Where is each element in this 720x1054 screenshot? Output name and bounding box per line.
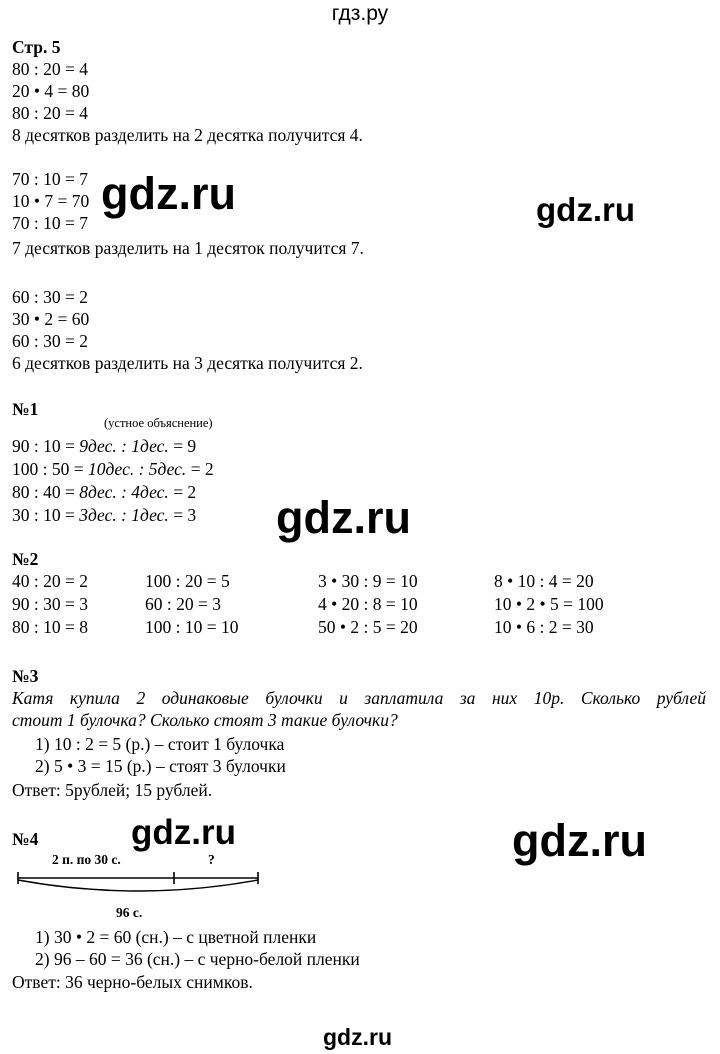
explanation-text: 7 десятков разделить на 1 десяток получится 7. bbox=[12, 238, 364, 258]
equation: 80 : 10 = 8 bbox=[12, 617, 88, 637]
task-1-row: 90 : 10 = 9дес. : 1дес. = 9 bbox=[12, 436, 197, 456]
task-4-answer: Ответ: 36 черно-белых снимков. bbox=[12, 972, 253, 992]
equation: 80 : 20 = 4 bbox=[12, 103, 88, 123]
equation: 70 : 10 = 7 bbox=[12, 169, 88, 189]
equation: 10 • 2 • 5 = 100 bbox=[494, 594, 604, 614]
task-2-column bbox=[494, 570, 604, 639]
equation: 60 : 20 = 3 bbox=[145, 594, 221, 614]
segment-diagram bbox=[16, 868, 262, 904]
watermark: gdz.ru bbox=[101, 168, 236, 219]
task-1-row: 80 : 40 = 8дес. : 4дес. = 2 bbox=[12, 482, 197, 502]
page-label: Стр. 5 bbox=[12, 37, 61, 57]
task-3-problem: Катя купила 2 одинаковые булочки и заплатила за них 10р. Сколько рублей bbox=[12, 688, 706, 708]
task-1-label: №1 bbox=[12, 399, 39, 419]
equation: 10 • 7 = 70 bbox=[12, 191, 90, 211]
task-1-note: (устное объяснение) bbox=[104, 416, 213, 430]
site-header: гдз.ру bbox=[331, 2, 389, 25]
task-3-label: №3 bbox=[12, 666, 39, 686]
equation: 50 • 2 : 5 = 20 bbox=[318, 617, 418, 637]
solution-step: 1) 10 : 2 = 5 (р.) – стоит 1 булочка bbox=[35, 734, 285, 754]
equation: 10 • 6 : 2 = 30 bbox=[494, 617, 594, 637]
equation: 100 : 10 = 10 bbox=[145, 617, 239, 637]
solution-step: 2) 96 – 60 = 36 (сн.) – с черно-белой пленки bbox=[35, 949, 360, 969]
task-1-row: 30 : 10 = 3дес. : 1дес. = 3 bbox=[12, 505, 197, 525]
diagram-total-label: 96 с. bbox=[116, 905, 143, 920]
task-2-column bbox=[145, 570, 238, 639]
diagram-left-label: 2 п. по 30 с. bbox=[52, 852, 121, 867]
task-3-answer: Ответ: 5рублей; 15 рублей. bbox=[12, 780, 213, 800]
task-2-column bbox=[318, 570, 418, 639]
watermark: gdz.ru bbox=[323, 1024, 392, 1050]
equation: 40 : 20 = 2 bbox=[12, 571, 88, 591]
task-2-label: №2 bbox=[12, 549, 39, 569]
task-3-problem: стоит 1 булочка? Сколько стоят 3 такие булочки? bbox=[12, 710, 398, 730]
solution-step: 1) 30 • 2 = 60 (сн.) – с цветной пленки bbox=[35, 927, 317, 947]
equation: 60 : 30 = 2 bbox=[12, 331, 88, 351]
task-2-column bbox=[12, 570, 88, 639]
equation: 70 : 10 = 7 bbox=[12, 213, 88, 233]
equation: 90 : 30 = 3 bbox=[12, 594, 88, 614]
total-brace bbox=[18, 880, 258, 891]
solution-step: 2) 5 • 3 = 15 (р.) – стоят 3 булочки bbox=[35, 756, 286, 776]
equation: 100 : 20 = 5 bbox=[145, 571, 230, 591]
task-4-label: №4 bbox=[12, 829, 39, 849]
equation: 20 • 4 = 80 bbox=[12, 81, 90, 101]
explanation-text: 8 десятков разделить на 2 десятка получится 4. bbox=[12, 125, 363, 145]
equation: 60 : 30 = 2 bbox=[12, 287, 88, 307]
watermark: gdz.ru bbox=[536, 191, 635, 228]
diagram-right-label: ? bbox=[208, 852, 215, 867]
task-1-row: 100 : 50 = 10дес. : 5дес. = 2 bbox=[12, 459, 214, 479]
watermark: gdz.ru bbox=[131, 813, 236, 852]
equation: 8 • 10 : 4 = 20 bbox=[494, 571, 594, 591]
equation: 4 • 20 : 8 = 10 bbox=[318, 594, 418, 614]
watermark: gdz.ru bbox=[276, 492, 411, 543]
watermark: gdz.ru bbox=[512, 815, 647, 866]
equation: 30 • 2 = 60 bbox=[12, 309, 90, 329]
equation: 3 • 30 : 9 = 10 bbox=[318, 571, 418, 591]
equation: 80 : 20 = 4 bbox=[12, 59, 88, 79]
explanation-text: 6 десятков разделить на 3 десятка получится 2. bbox=[12, 353, 363, 373]
